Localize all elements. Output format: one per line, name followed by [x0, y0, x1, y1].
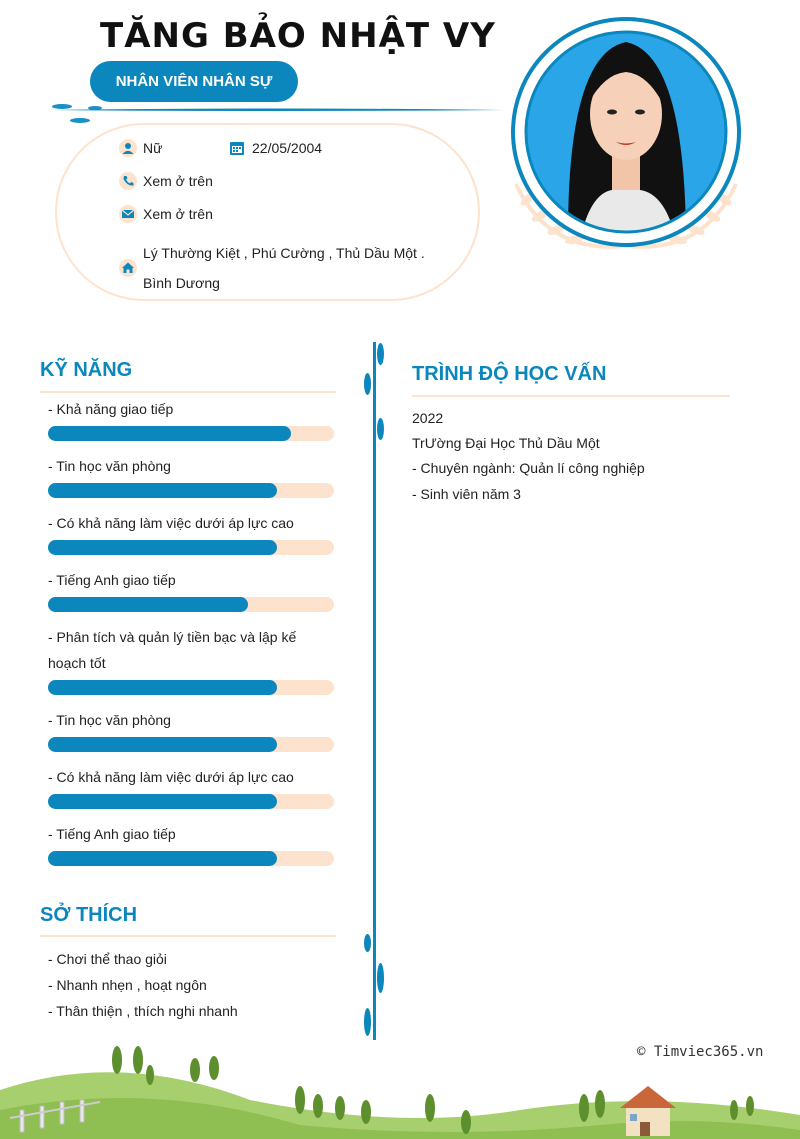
skill-bar	[48, 426, 334, 441]
skill-bar-fill	[48, 483, 277, 498]
footer-brand: © Timviec365.vn	[637, 1044, 764, 1060]
decor-drop	[364, 373, 371, 395]
skill-bar	[48, 737, 334, 752]
phone-row	[119, 172, 213, 190]
skill-bar	[48, 483, 334, 498]
skill-label: - Tiếng Anh giao tiếp	[48, 572, 176, 588]
address-line2: Bình Dương	[143, 275, 220, 291]
skill-bar	[48, 597, 334, 612]
header-divider-line	[50, 108, 505, 112]
column-divider	[373, 342, 376, 1040]
skill-bar	[48, 794, 334, 809]
education-year: 2022	[412, 410, 444, 426]
gender-row	[119, 139, 162, 157]
hobby-item: - Thân thiện , thích nghi nhanh	[48, 1003, 238, 1019]
skill-bar	[48, 540, 334, 555]
hobbies-title: SỞ THÍCH	[40, 904, 138, 926]
gender-value: Nữ	[143, 140, 163, 156]
skill-bar-fill	[48, 426, 291, 441]
decor-dot	[88, 106, 102, 110]
address-row	[119, 238, 425, 298]
skill-bar-fill	[48, 680, 277, 695]
skill-bar-fill	[48, 737, 277, 752]
decor-drop	[377, 418, 384, 440]
email-row	[119, 205, 213, 223]
decor-dot	[70, 118, 90, 123]
decor-dot	[52, 104, 72, 109]
address-line1: Lý Thường Kiệt , Phú Cường , Thủ Dầu Một .	[143, 245, 425, 261]
email-value: Xem ở trên	[143, 206, 213, 222]
decor-drop	[364, 934, 371, 952]
skill-label: - Phân tích và quản lý tiền bạc và lập kế hoạch tốt	[48, 629, 297, 671]
skills-title: KỸ NĂNG	[40, 359, 133, 381]
education-status: - Sinh viên năm 3	[412, 486, 521, 502]
education-major: - Chuyên ngành: Quản lí công nghiệp	[412, 460, 645, 476]
skill-label: - Có khả năng làm việc dưới áp lực cao	[48, 769, 294, 785]
skill-label: - Tin học văn phòng	[48, 458, 171, 474]
skill-label: - Khả năng giao tiếp	[48, 401, 174, 417]
hobby-item: - Nhanh nhẹn , hoạt ngôn	[48, 977, 207, 993]
hobby-item: - Chơi thể thao giỏi	[48, 951, 167, 967]
profile-photo	[508, 14, 744, 264]
skill-label: - Tiếng Anh giao tiếp	[48, 826, 176, 842]
skill-label: - Tin học văn phòng	[48, 712, 171, 728]
skills-title-underline	[40, 391, 336, 393]
skill-bar	[48, 680, 334, 695]
skill-bar-fill	[48, 540, 277, 555]
skill-bar-fill	[48, 794, 277, 809]
mail-icon	[119, 205, 137, 223]
landscape-illustration	[0, 1030, 800, 1139]
phone-icon	[119, 172, 137, 190]
skill-bar-fill	[48, 597, 248, 612]
birthdate-row	[228, 139, 322, 157]
skill-label: - Có khả năng làm việc dưới áp lực cao	[48, 515, 294, 531]
decor-drop	[377, 963, 384, 993]
birthdate-value: 22/05/2004	[252, 140, 323, 156]
education-title-underline	[412, 395, 730, 397]
phone-value: Xem ở trên	[143, 173, 213, 189]
education-school: TrƯờng Đại Học Thủ Dầu Một	[412, 435, 600, 451]
hobbies-title-underline	[40, 935, 336, 937]
education-title: TRÌNH ĐỘ HỌC VẤN	[412, 363, 607, 385]
skill-bar-fill	[48, 851, 277, 866]
candidate-name: TĂNG BẢO NHẬT VY	[100, 16, 496, 56]
job-title-badge: NHÂN VIÊN NHÂN SỰ	[90, 61, 298, 102]
home-icon	[119, 259, 137, 277]
skill-bar	[48, 851, 334, 866]
decor-drop	[377, 343, 384, 365]
calendar-icon	[228, 139, 246, 157]
person-icon	[119, 139, 137, 157]
